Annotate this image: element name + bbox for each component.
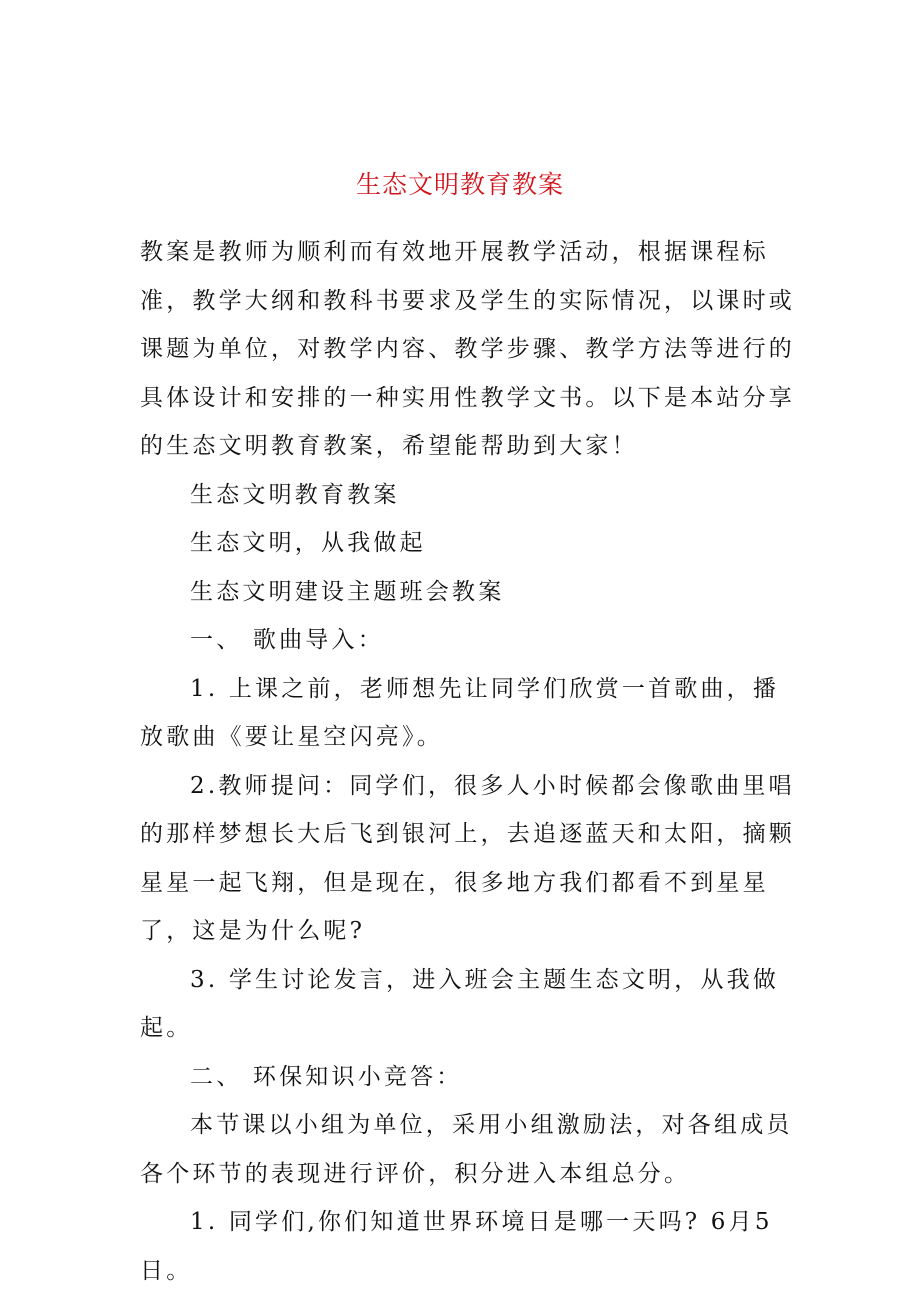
section-heading-quiz: 二、 环保知识小竞答： (190, 1063, 463, 1090)
section-heading-song-intro: 一、 歌曲导入： (190, 627, 384, 653)
list-item-2: 2.教师提问：同学们，很多人小时候都会像歌曲里唱的那样梦想长大后飞到银河上，去追逐蓝天和太阳，摘颗星星一起飞翔，但是现在，很多地方我们都看不到星星了，这是为什么呢? (140, 772, 795, 944)
document-title: 生态文明教育教案 (355, 170, 564, 199)
list-item-3: 3. 学生讨论发言，进入班会主题生态文明，从我做起。 (140, 966, 780, 1041)
document-body (140, 228, 805, 1295)
list-item-1: 1. 上课之前，老师想先让同学们欣赏一首歌曲，播放歌曲《要让星空闪亮》。 (140, 675, 780, 750)
paragraph-quiz-rules: 本节课以小组为单位，采用小组激励法，对各组成员各个环节的表现进行评价，积分进入本组总分。 (140, 1112, 793, 1187)
quiz-item-1: 1. 同学们,你们知道世界环境日是哪一天吗? 6月5日。 (140, 1209, 773, 1284)
paragraph-slogan: 生态文明，从我做起 (190, 530, 426, 556)
paragraph-intro: 教案是教师为顺利而有效地开展教学活动，根据课程标准，教学大纲和教科书要求及学生的实际情况，以课时或课题为单位，对教学内容、教学步骤、教学方法等进行的具体设计和安排的一种实用性教学文书。以下是本站分享的生态文明教育教案，希望能帮助到大家！ (140, 239, 795, 459)
paragraph-subtitle: 生态文明教育教案 (190, 481, 400, 508)
paragraph-class-meeting-title: 生态文明建设主题班会教案 (190, 578, 505, 605)
